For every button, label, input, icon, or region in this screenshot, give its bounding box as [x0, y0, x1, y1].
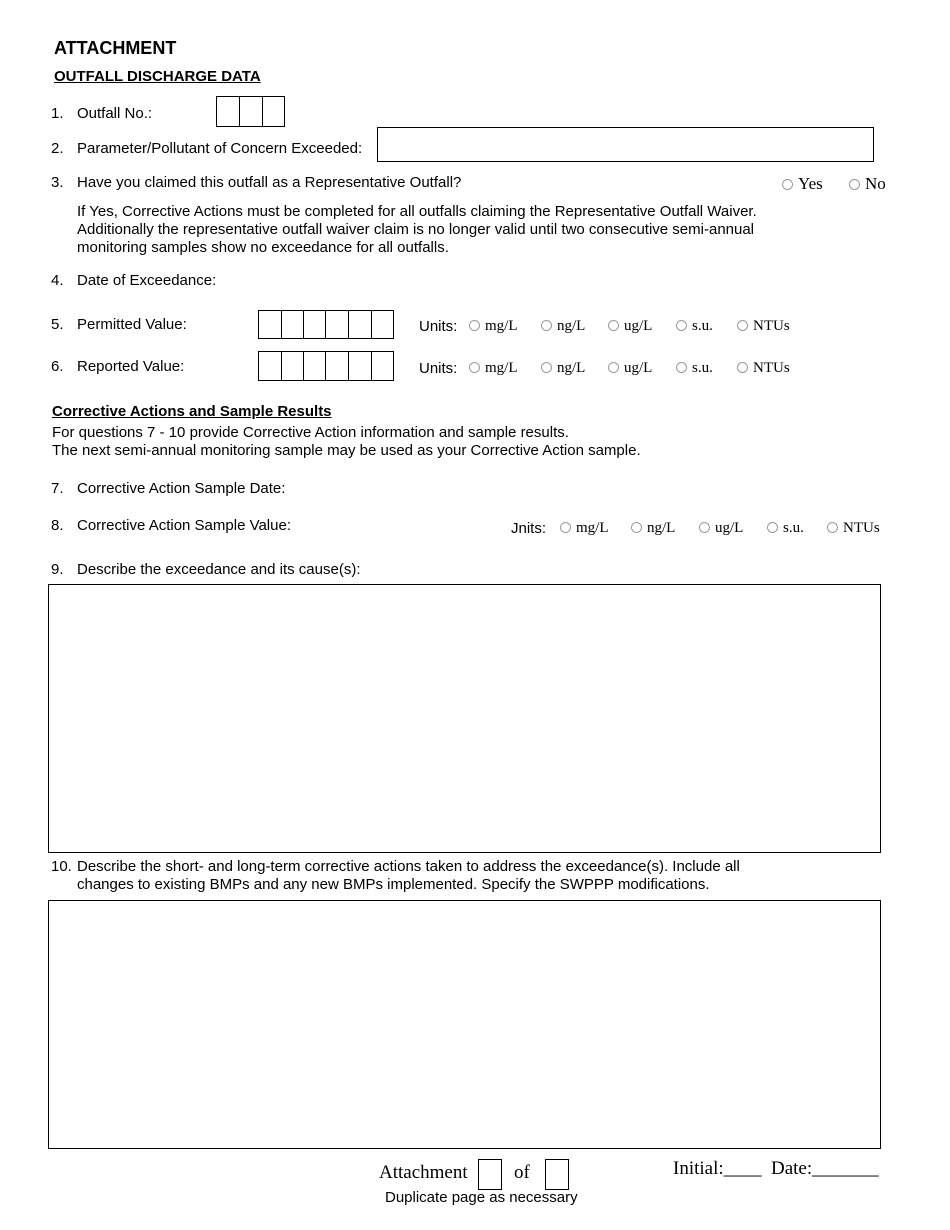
outfall-digit-box[interactable]: [262, 96, 285, 127]
radio-circle-icon: [699, 522, 710, 533]
value-digit-box[interactable]: [258, 310, 282, 339]
footer-date-field[interactable]: Date:_______: [771, 1158, 879, 1179]
q8-units-label: Jnits:: [511, 520, 547, 537]
radio-circle-icon: [767, 522, 778, 533]
outfall-digit-box[interactable]: [216, 96, 240, 127]
radio-circle-icon: [469, 362, 480, 373]
radio-circle-icon: [608, 362, 619, 373]
radio-circle-icon: [541, 320, 552, 331]
value-digit-box[interactable]: [371, 351, 394, 381]
radio-circle-icon: [849, 179, 860, 190]
q5-label: Permitted Value:: [77, 316, 187, 333]
q5-unit-su[interactable]: s.u.: [676, 318, 713, 335]
q6-unit-ntus[interactable]: NTUs: [737, 360, 790, 377]
q9-number: 9.: [51, 561, 64, 578]
value-digit-box[interactable]: [348, 310, 372, 339]
section2-instruction-2: The next semi-annual monitoring sample may be used as your Corrective Action sample.: [52, 442, 641, 459]
q8-label: Corrective Action Sample Value:: [77, 517, 291, 534]
q7-number: 7.: [51, 480, 64, 497]
footer-initial-field[interactable]: Initial:____: [673, 1158, 762, 1179]
q5-unit-mgl[interactable]: mg/L: [469, 318, 518, 335]
value-digit-box[interactable]: [303, 351, 326, 381]
radio-circle-icon: [631, 522, 642, 533]
q6-number: 6.: [51, 358, 64, 375]
q8-unit-ntus[interactable]: NTUs: [827, 520, 880, 537]
exceedance-description-textarea[interactable]: [48, 584, 881, 853]
value-digit-box[interactable]: [303, 310, 326, 339]
attachment-number-field[interactable]: [478, 1159, 502, 1190]
q6-unit-su[interactable]: s.u.: [676, 360, 713, 377]
radio-circle-icon: [608, 320, 619, 331]
page-title: ATTACHMENT: [54, 38, 177, 58]
q1-label: Outfall No.:: [77, 105, 153, 122]
q4-number: 4.: [51, 272, 64, 289]
corrective-actions-textarea[interactable]: [48, 900, 881, 1149]
q8-unit-mgl[interactable]: mg/L: [560, 520, 609, 537]
q3-label: Have you claimed this outfall as a Representative Outfall?: [77, 174, 462, 191]
q6-unit-ngl[interactable]: ng/L: [541, 360, 585, 377]
q9-label: Describe the exceedance and its cause(s):: [77, 561, 361, 578]
outfall-digit-box[interactable]: [239, 96, 263, 127]
radio-circle-icon: [469, 320, 480, 331]
section-heading-corrective: Corrective Actions and Sample Results: [52, 403, 332, 420]
radio-circle-icon: [782, 179, 793, 190]
value-digit-box[interactable]: [348, 351, 372, 381]
q8-number: 8.: [51, 517, 64, 534]
q3-number: 3.: [51, 174, 64, 191]
q2-label: Parameter/Pollutant of Concern Exceeded:: [77, 140, 363, 157]
q5-unit-ntus[interactable]: NTUs: [737, 318, 790, 335]
radio-circle-icon: [560, 522, 571, 533]
radio-circle-icon: [676, 320, 687, 331]
value-digit-box[interactable]: [258, 351, 282, 381]
q10-label: Describe the short- and long-term corrective actions taken to address the exceedance(s). Include all changes to existing BMPs and any new BMPs implemented. Specify the SWPPP modifications.: [77, 858, 740, 893]
value-digit-box[interactable]: [281, 310, 304, 339]
q8-unit-ngl[interactable]: ng/L: [631, 520, 675, 537]
q7-label: Corrective Action Sample Date:: [77, 480, 286, 497]
attachment-total-field[interactable]: [545, 1159, 569, 1190]
radio-no[interactable]: No: [849, 174, 886, 194]
q2-number: 2.: [51, 140, 64, 157]
section-heading-outfall: OUTFALL DISCHARGE DATA: [54, 68, 261, 85]
radio-yes[interactable]: Yes: [782, 174, 823, 194]
radio-circle-icon: [676, 362, 687, 373]
value-digit-box[interactable]: [281, 351, 304, 381]
radio-circle-icon: [737, 320, 748, 331]
value-digit-box[interactable]: [325, 310, 349, 339]
q5-unit-ngl[interactable]: ng/L: [541, 318, 585, 335]
value-digit-box[interactable]: [325, 351, 349, 381]
q8-unit-ugl[interactable]: ug/L: [699, 520, 743, 537]
q6-unit-mgl[interactable]: mg/L: [469, 360, 518, 377]
section2-instruction-1: For questions 7 - 10 provide Corrective Action information and sample results.: [52, 424, 569, 441]
footer-of-label: of: [514, 1162, 530, 1183]
q5-unit-ugl[interactable]: ug/L: [608, 318, 652, 335]
q6-unit-ugl[interactable]: ug/L: [608, 360, 652, 377]
value-digit-box[interactable]: [371, 310, 394, 339]
q8-unit-su[interactable]: s.u.: [767, 520, 804, 537]
radio-circle-icon: [827, 522, 838, 533]
q5-units-label: Units:: [419, 318, 458, 335]
q3-note: If Yes, Corrective Actions must be completed for all outfalls claiming the Representative Outfall Waiver. Additionally the representative outfall waiver claim is no longer valid until two consecutive semi-annual monitoring samples show no exceedance for all outfalls.: [77, 203, 757, 256]
radio-circle-icon: [737, 362, 748, 373]
q10-number: 10.: [51, 858, 72, 875]
q6-units-label: Units:: [419, 360, 458, 377]
q6-label: Reported Value:: [77, 358, 185, 375]
pollutant-field[interactable]: [377, 127, 874, 162]
footer-attachment-label: Attachment: [379, 1162, 468, 1183]
q5-number: 5.: [51, 316, 64, 333]
footer-note: Duplicate page as necessary: [385, 1189, 578, 1206]
q4-label: Date of Exceedance:: [77, 272, 217, 289]
radio-circle-icon: [541, 362, 552, 373]
q1-number: 1.: [51, 105, 64, 122]
